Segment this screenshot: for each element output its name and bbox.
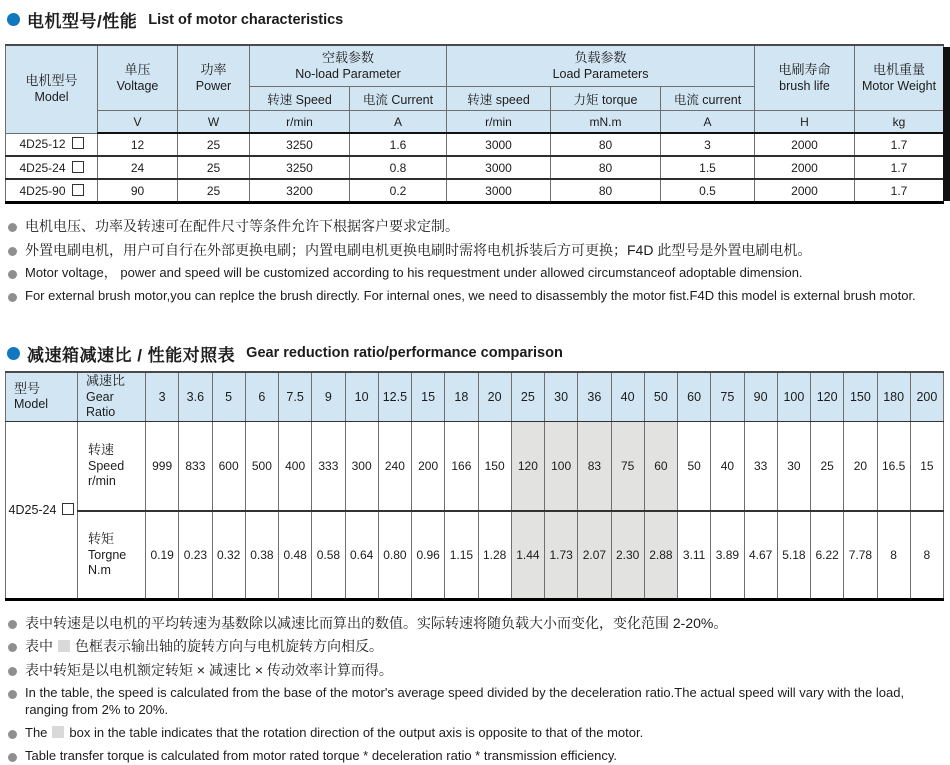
note-text-prefix: 表中 (25, 638, 53, 655)
gear-ratio-header: 150 (844, 372, 877, 422)
speed-value: 999 (146, 421, 179, 511)
load-current-value: 1.5 (661, 156, 755, 179)
gear-ratio-header: 3 (146, 372, 179, 422)
speed-value-reversed: 83 (578, 421, 611, 511)
note-bullet-icon (8, 753, 17, 762)
torque-value: 0.64 (345, 511, 378, 600)
load-torque-value: 80 (551, 179, 661, 203)
gear-ratio-header: 12.5 (378, 372, 411, 422)
torque-value: 0.80 (378, 511, 411, 600)
gear-ratio-header: 75 (711, 372, 744, 422)
speed-value: 40 (711, 421, 744, 511)
section1-title-cn: 电机型号/性能 (27, 12, 138, 31)
speed-value: 25 (811, 421, 844, 511)
gear-ratio-header: 180 (877, 372, 910, 422)
table-row (6, 421, 944, 511)
note-text (25, 638, 383, 656)
torque-value: 0.19 (146, 511, 179, 600)
load-torque-unit: mN.m (551, 111, 661, 134)
gear-ratio-header: 40 (611, 372, 644, 422)
speed-value: 166 (445, 421, 478, 511)
brush-life-value: 2000 (755, 179, 855, 203)
torque-value-reversed: 2.07 (578, 511, 611, 600)
note (8, 265, 950, 282)
speed-value-reversed: 100 (545, 421, 578, 511)
model-column-header (6, 45, 98, 133)
note-text: For external brush motor,you can replce the brush directly. For internal ones, we need to disassembly the motor fist.F4D this model is external brush motor. (25, 287, 916, 303)
note-bullet-icon (8, 643, 17, 652)
model-name: 4D25-12 (19, 137, 66, 152)
note-text: 外置电刷电机，用户可自行在外部更换电刷；内置电刷电机更换电刷时需将电机拆装后方可更换；F4D 此型号是外置电刷电机。 (25, 241, 812, 258)
note (8, 242, 950, 260)
note-bullet-icon (8, 247, 17, 256)
model-header-en: Model (14, 397, 49, 412)
speed-value-reversed: 60 (644, 421, 677, 511)
noload-speed-unit: r/min (250, 111, 350, 134)
brush-header-cn: 电刷寿命 (778, 61, 831, 77)
noload-group-en: No-load Parameter (295, 66, 401, 81)
note-bullet-icon (8, 223, 17, 232)
load-torque-value: 80 (551, 133, 661, 156)
brush-life-unit: H (755, 111, 855, 134)
note-bullet-icon (8, 690, 17, 699)
noload-current-subheader: 电流 Current (350, 87, 447, 111)
section1-title-en: List of motor characteristics (148, 11, 344, 28)
speed-value: 15 (910, 421, 943, 511)
brush-life-value: 2000 (755, 156, 855, 179)
note-text: In the table, the speed is calculated from the base of the motor's average speed divided by the deceleration ratio.The actual speed will vary with the load, ranging from 2% to 20%. (25, 685, 905, 718)
noload-group-header (250, 45, 447, 87)
section1-title (7, 7, 950, 32)
model-name: 4D25-24 (8, 502, 57, 517)
gear-ratio-header: 6 (245, 372, 278, 422)
speed-row-label (78, 421, 146, 511)
speed-value: 150 (478, 421, 511, 511)
voltage-column-header (98, 45, 178, 111)
brush-life-value: 2000 (755, 133, 855, 156)
gear-ratio-header: 5 (212, 372, 245, 422)
power-value: 25 (178, 156, 250, 179)
torque-value: 4.67 (744, 511, 777, 600)
noload-current-value: 1.6 (350, 133, 447, 156)
section2-title-en: Gear reduction ratio/performance comparison (246, 345, 563, 362)
model-header-cn: 电机型号 (25, 72, 78, 88)
model-column-header (6, 372, 78, 422)
gear-ratio-column-header (78, 372, 146, 422)
noload-speed-value: 3250 (250, 133, 350, 156)
torque-value: 0.48 (279, 511, 312, 600)
load-torque-subheader: 力矩 torque (551, 87, 661, 111)
gear-ratio-header: 20 (478, 372, 511, 422)
note (8, 725, 950, 742)
note-bullet-icon (8, 293, 17, 302)
speed-value-reversed: 120 (511, 421, 544, 511)
blue-bullet-icon (7, 13, 20, 26)
note-text: 表中转矩是以电机额定转矩 × 减速比 × 传动效率计算而得。 (25, 661, 393, 678)
gear-ratio-header: 3.6 (179, 372, 212, 422)
load-speed-value: 3000 (447, 133, 551, 156)
load-group-en: Load Parameters (552, 66, 649, 81)
voltage-value: 24 (98, 156, 178, 179)
model-name: 4D25-90 (19, 183, 66, 198)
speed-value: 20 (844, 421, 877, 511)
table-row (6, 133, 944, 156)
load-current-subheader: 电流 current (661, 87, 755, 111)
voltage-header-en: Voltage (116, 78, 159, 93)
power-header-en: Power (195, 78, 232, 93)
gray-box-swatch (58, 640, 70, 652)
torque-value: 1.15 (445, 511, 478, 600)
torque-value-reversed: 1.44 (511, 511, 544, 600)
note (8, 218, 950, 236)
speed-value: 33 (744, 421, 777, 511)
model-header-cn: 型号 (14, 380, 41, 396)
page-edge-black-strip (943, 47, 950, 201)
section1-notes (8, 218, 950, 305)
torque-value: 0.58 (312, 511, 345, 600)
note-text: 表中转速是以电机的平均转速为基数除以减速比而算出的数值。实际转速将随负载大小而变化，变化范围 2-20%。 (25, 614, 728, 631)
load-group-cn: 负载参数 (574, 49, 627, 65)
gray-box-swatch (52, 726, 64, 738)
weight-value: 1.7 (855, 179, 944, 203)
power-unit: W (178, 111, 250, 134)
note-text: 电机电压、功率及转速可在配件尺寸等条件允许下根据客户要求定制。 (25, 218, 459, 234)
brush-header-en: brush life (779, 78, 830, 93)
gear-ratio-header: 7.5 (279, 372, 312, 422)
speed-value: 500 (245, 421, 278, 511)
section2-title-cn: 减速箱减速比 / 性能对照表 (27, 345, 236, 365)
gear-ratio-header: 25 (511, 372, 544, 422)
model-suffix-box (62, 503, 74, 515)
model-cell (6, 156, 98, 179)
power-value: 25 (178, 133, 250, 156)
gear-ratio-header: 36 (578, 372, 611, 422)
noload-speed-value: 3200 (250, 179, 350, 203)
torque-value-reversed: 2.30 (611, 511, 644, 600)
table-row (6, 156, 944, 179)
load-current-value: 3 (661, 133, 755, 156)
weight-value: 1.7 (855, 133, 944, 156)
note-text (25, 725, 643, 742)
section2-title (7, 341, 950, 366)
speed-value: 400 (279, 421, 312, 511)
voltage-unit: V (98, 111, 178, 134)
torque-value: 6.22 (811, 511, 844, 600)
ratio-header-en: Gear Ratio (86, 389, 116, 420)
gear-ratio-header: 200 (910, 372, 943, 422)
torque-value: 5.18 (777, 511, 810, 600)
gear-ratio-table (5, 371, 944, 601)
torque-value: 0.38 (245, 511, 278, 600)
torque-value: 0.32 (212, 511, 245, 600)
note-text-suffix: 色框表示输出轴的旋转方向与电机旋转方向相反。 (75, 638, 383, 655)
noload-speed-subheader: 转速 Speed (250, 87, 350, 111)
model-suffix-box (72, 137, 84, 149)
table-row (6, 372, 944, 422)
table-row (6, 511, 944, 600)
speed-label-unit: r/min (88, 474, 116, 489)
gear-ratio-header: 50 (644, 372, 677, 422)
gear-ratio-header: 100 (777, 372, 810, 422)
note-text: Motor voltage， power and speed will be customized according to his requestment under allowed circumstanceof adoptable dimension. (25, 265, 803, 280)
section2-notes (8, 615, 950, 765)
note (8, 615, 950, 633)
speed-value: 600 (212, 421, 245, 511)
torque-value: 8 (877, 511, 910, 600)
units-row (6, 111, 944, 134)
note (8, 685, 950, 719)
torque-value-reversed: 1.73 (545, 511, 578, 600)
catalog-page (0, 7, 950, 764)
ratio-header-cn: 减速比 (86, 372, 126, 388)
gear-ratio-header: 10 (345, 372, 378, 422)
power-column-header (178, 45, 250, 111)
noload-speed-value: 3250 (250, 156, 350, 179)
table-row (6, 179, 944, 203)
gear-ratio-header: 18 (445, 372, 478, 422)
load-speed-value: 3000 (447, 179, 551, 203)
brush-life-column-header (755, 45, 855, 111)
model-suffix-box (72, 184, 84, 196)
weight-header-cn: 电机重量 (873, 61, 926, 77)
torque-value: 0.96 (412, 511, 445, 600)
model-suffix-box (72, 161, 84, 173)
torque-value: 7.78 (844, 511, 877, 600)
model-header-en: Model (34, 89, 69, 104)
voltage-value: 90 (98, 179, 178, 203)
weight-value: 1.7 (855, 156, 944, 179)
gear-ratio-header: 120 (811, 372, 844, 422)
power-header-cn: 功率 (200, 61, 227, 77)
load-torque-value: 80 (551, 156, 661, 179)
torque-label-unit: N.m (88, 563, 111, 578)
torque-value-reversed: 2.88 (644, 511, 677, 600)
speed-value: 50 (678, 421, 711, 511)
speed-value: 833 (179, 421, 212, 511)
note (8, 748, 950, 765)
speed-value: 333 (312, 421, 345, 511)
load-group-header (447, 45, 755, 87)
note (8, 638, 950, 656)
blue-bullet-icon (7, 347, 20, 360)
torque-value: 3.11 (678, 511, 711, 600)
gear-ratio-header: 9 (312, 372, 345, 422)
torque-label-en: Torgne (88, 547, 127, 562)
gear-ratio-header: 30 (545, 372, 578, 422)
load-current-value: 0.5 (661, 179, 755, 203)
load-speed-value: 3000 (447, 156, 551, 179)
power-value: 25 (178, 179, 250, 203)
voltage-header-cn: 单压 (124, 61, 151, 77)
note-bullet-icon (8, 270, 17, 279)
torque-row-label (78, 511, 146, 600)
speed-value: 30 (777, 421, 810, 511)
model-cell (6, 133, 98, 156)
torque-value: 1.28 (478, 511, 511, 600)
load-current-unit: A (661, 111, 755, 134)
weight-unit: kg (855, 111, 944, 134)
speed-label-cn: 转速 (88, 441, 115, 457)
torque-value: 0.23 (179, 511, 212, 600)
note-bullet-icon (8, 620, 17, 629)
model-cell (6, 421, 78, 599)
gear-ratio-header: 15 (412, 372, 445, 422)
gear-ratio-header: 90 (744, 372, 777, 422)
weight-column-header (855, 45, 944, 111)
noload-group-cn: 空载参数 (322, 49, 375, 65)
motor-characteristics-table (5, 44, 944, 204)
speed-value: 16.5 (877, 421, 910, 511)
load-speed-unit: r/min (447, 111, 551, 134)
noload-current-value: 0.2 (350, 179, 447, 203)
speed-value-reversed: 75 (611, 421, 644, 511)
note (8, 662, 950, 680)
noload-current-unit: A (350, 111, 447, 134)
torque-label-cn: 转矩 (88, 530, 115, 546)
weight-header-en: Motor Weight (861, 78, 937, 93)
model-cell (6, 179, 98, 203)
torque-value: 3.89 (711, 511, 744, 600)
note-text-prefix: The (25, 725, 48, 741)
noload-current-value: 0.8 (350, 156, 447, 179)
table-row (6, 45, 944, 87)
voltage-value: 12 (98, 133, 178, 156)
speed-value: 300 (345, 421, 378, 511)
torque-value: 8 (910, 511, 943, 600)
note-text: Table transfer torque is calculated from motor rated torque * deceleration ratio * transmission efficiency. (25, 748, 618, 764)
model-name: 4D25-24 (19, 160, 66, 175)
note (8, 288, 950, 305)
speed-label-en: Speed (88, 458, 125, 473)
note-text-suffix: box in the table indicates that the rotation direction of the output axis is opposite to that of the motor. (69, 725, 644, 741)
gear-ratio-header: 60 (678, 372, 711, 422)
speed-value: 200 (412, 421, 445, 511)
note-bullet-icon (8, 667, 17, 676)
speed-value: 240 (378, 421, 411, 511)
load-speed-subheader: 转速 speed (447, 87, 551, 111)
